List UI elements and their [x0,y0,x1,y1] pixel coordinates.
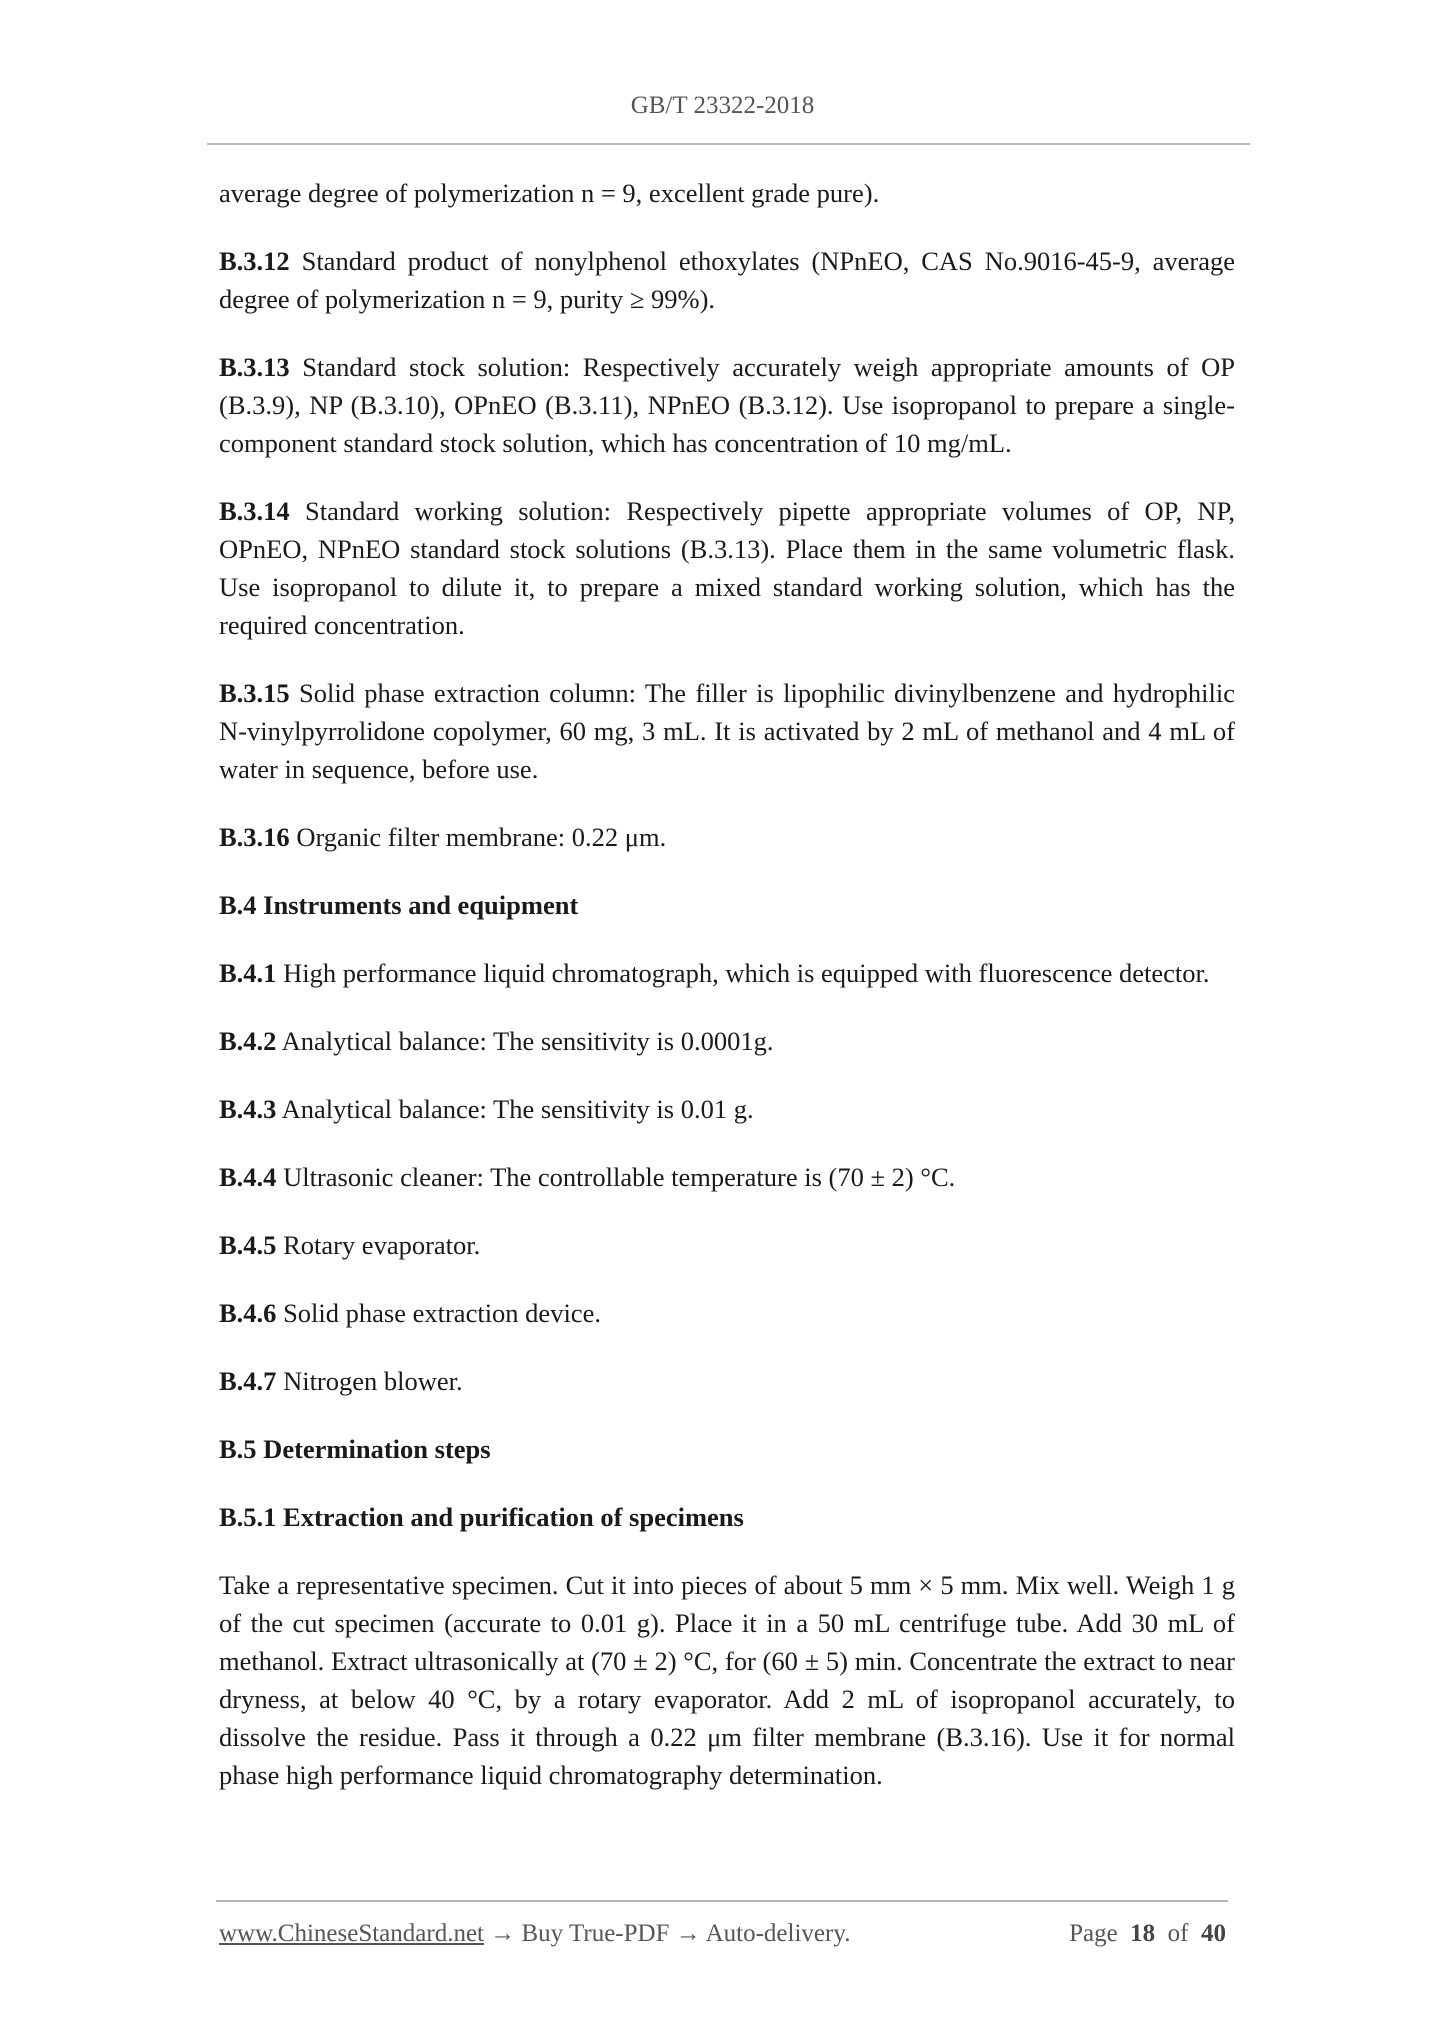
paragraph-text: Standard working solution: Respectively pipette appropriate volumes of OP, NP, OPnEO, NPnEO standard stock solutions (B.3.13). Place them in the same volumetric flask. Use isopropanol to dilute it, to prepare a mixed standard working solution, which has the required concentration. [219,496,1235,640]
document-header: GB/T 23322-2018 [630,92,815,119]
clause-number: B.3.15 [219,678,290,708]
paragraph [219,1362,1235,1400]
paragraph-text: High performance liquid chromatograph, which is equipped with fluorescence detector. [276,958,1210,988]
total-pages: 40 [1201,1920,1226,1947]
of-label: of [1167,1920,1189,1947]
paragraph [219,174,1235,212]
clause-number: B.4.5 [219,1230,277,1260]
clause-number: B.4.4 [219,1162,277,1192]
paragraph [219,818,1235,856]
clause-number: B.3.16 [219,822,290,852]
paragraph-text: Standard product of nonylphenol ethoxylates (NPnEO, CAS No.9016-45-9, average degree of polymerization n = 9, purity ≥ 99%). [219,246,1235,314]
paragraph-text: Nitrogen blower. [276,1366,463,1396]
paragraph [219,492,1235,644]
clause-number: B.4.3 [219,1094,277,1124]
paragraph-text: Solid phase extraction device. [276,1298,601,1328]
paragraph [219,1294,1235,1332]
paragraph-text: Take a representative specimen. Cut it into pieces of about 5 mm × 5 mm. Mix well. Weigh 1 g of the cut specimen (accurate to 0.01 g). Place it in a 50 mL centrifuge tube. Add 30 mL of methanol. Extract ultrasonically at (70 ± 2) °C, for (60 ± 5) min. Concentrate the extract to near dryness, at below 40 °C, by a rotary evaporator. Add 2 mL of isopropanol accurately, to dissolve the residue. Pass it through a 0.22 μm filter membrane (B.3.16). Use it for normal phase high performance liquid chromatography determination. [219,1570,1235,1790]
website-link[interactable]: www.ChineseStandard.net [219,1920,484,1947]
clause-number: B.4.6 [219,1298,277,1328]
paragraph-text: Analytical balance: The sensitivity is 0.0001g. [276,1026,774,1056]
document-body [219,174,1235,1824]
paragraph-text: Rotary evaporator. [276,1230,481,1260]
paragraph [219,348,1235,462]
paragraph [219,954,1235,992]
paragraph-text: Analytical balance: The sensitivity is 0.01 g. [276,1094,754,1124]
clause-number: B.5.1 Extraction and purification of specimens [219,1502,744,1532]
clause-number: B.3.13 [219,352,290,382]
footer-divider [216,1900,1228,1902]
paragraph [219,1090,1235,1128]
paragraph [219,1566,1235,1794]
clause-number: B.4.2 [219,1026,277,1056]
clause-number: B.3.14 [219,496,290,526]
section-heading [219,1498,1235,1536]
paragraph [219,242,1235,318]
current-page: 18 [1130,1920,1156,1947]
paragraph-text: Solid phase extraction column: The filler is lipophilic divinylbenzene and hydrophilic N-vinylpyrrolidone copolymer, 60 mg, 3 mL. It is activated by 2 mL of methanol and 4 mL of water in sequence, before use. [219,678,1235,784]
footer-promo-text: → Buy True-PDF → Auto-delivery. [484,1920,851,1947]
header-divider [207,143,1250,145]
page-label: Page [1069,1920,1118,1947]
page-footer [219,1920,1226,1948]
clause-number: B.5 Determination steps [219,1434,491,1464]
section-heading [219,886,1235,924]
footer-promo [219,1920,850,1948]
paragraph-text: Organic filter membrane: 0.22 μm. [289,822,667,852]
paragraph-text: Ultrasonic cleaner: The controllable temperature is (70 ± 2) °C. [276,1162,956,1192]
page-number [1069,1920,1226,1948]
paragraph [219,674,1235,788]
clause-number: B.4.7 [219,1366,277,1396]
paragraph [219,1022,1235,1060]
paragraph-text: average degree of polymerization n = 9, excellent grade pure). [219,178,880,208]
clause-number: B.4 Instruments and equipment [219,890,579,920]
paragraph [219,1158,1235,1196]
clause-number: B.3.12 [219,246,290,276]
clause-number: B.4.1 [219,958,277,988]
paragraph [219,1226,1235,1264]
section-heading [219,1430,1235,1468]
paragraph-text: Standard stock solution: Respectively accurately weigh appropriate amounts of OP (B.3.9), NP (B.3.10), OPnEO (B.3.11), NPnEO (B.3.12). Use isopropanol to prepare a single-component standard stock solution, which has concentration of 10 mg/mL. [219,352,1235,458]
